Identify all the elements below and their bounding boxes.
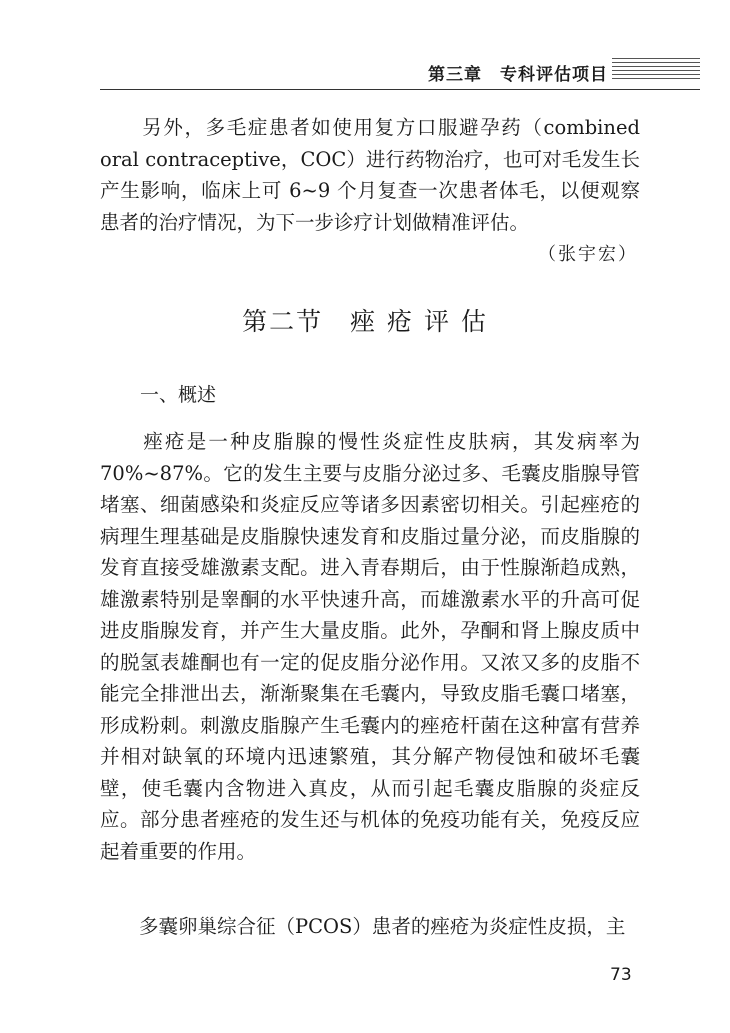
subheading: 一、概述: [140, 384, 217, 406]
author-credit: （张宇宏）: [538, 244, 638, 265]
section-title: 第二节 痤 疮 评 估: [242, 307, 488, 336]
page-number: 73: [610, 965, 632, 985]
header-rule: [100, 89, 700, 90]
chapter-title: 第三章 专科评估项目: [428, 65, 608, 85]
body-paragraph: 痤疮是一种皮脂腺的慢性炎症性皮肤病，其发病率为 70%~87%。它的发生主要与皮脂分泌过多、毛囊皮脂腺导管堵塞、细菌感染和炎症反应等诸多因素密切相关。引起痤疮的病理生理基础是皮脂腺快速发育和皮脂过量分泌，而皮脂腺的发育直接受雄激素支配。进入青春期后，由于性腺渐趋成熟，雄激素特别是睾酮的水平快速升高，而雄激素水平的升高可促进皮脂腺发育，并产生大量皮脂。此外，孕酮和肾上腺皮质中的脱氢表雄酮也有一定的促皮脂分泌作用。又浓又多的皮脂不能完全排泄出去，渐渐聚集在毛囊内，导致皮脂毛囊口堵塞，形成粉刺。刺激皮脂腺产生毛囊内的痤疮杆菌在这种富有营养并相对缺氧的环境内迅速繁殖，其分解产物侵蚀和破坏毛囊壁，使毛囊内含物进入真皮，从而引起毛囊皮脂腺的炎症反应。部分患者痤疮的发生还与机体的免疫功能有关，免疫反应起着重要的作用。: [100, 430, 640, 863]
body-paragraph: 多囊卵巢综合征（PCOS）患者的痤疮为炎症性皮损，主: [100, 915, 626, 938]
intro-paragraph: 另外，多毛症患者如使用复方口服避孕药（combined oral contraceptive，COC）进行药物治疗，也可对毛发生长产生影响，临床上可 6~9 个月复查一次患者体毛，以便观察患者的治疗情况，为下一步诊疗计划做精准评估。: [100, 116, 640, 234]
running-header: [100, 54, 700, 90]
header-stripe-decoration: [612, 58, 700, 82]
